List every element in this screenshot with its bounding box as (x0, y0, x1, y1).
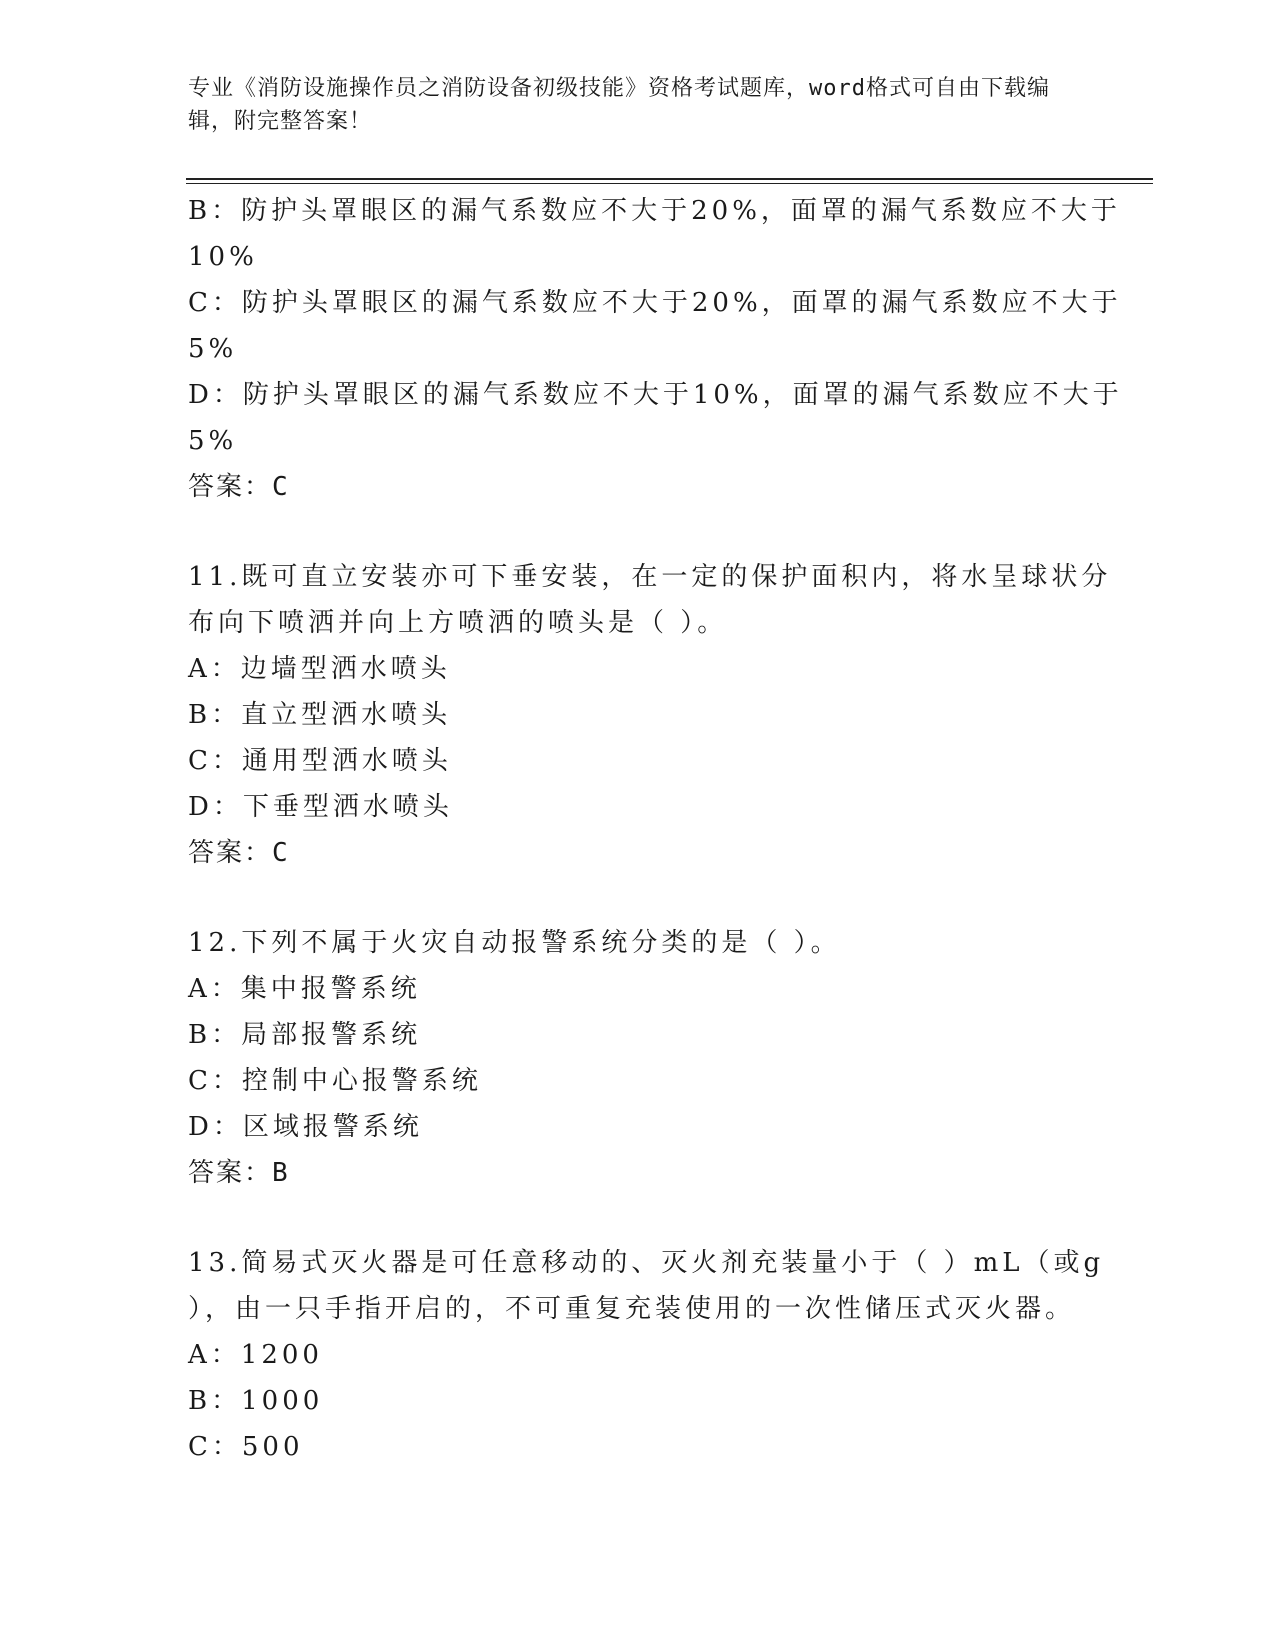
question-stem-line-1: 11.既可直立安装亦可下垂安装，在一定的保护面积内，将水呈球状分 (188, 562, 1112, 592)
option-d-line-2: 5% (188, 426, 238, 456)
question-stem-line-1: 13.简易式灭火器是可任意移动的、灭火剂充装量小于（ ）mL（或g (188, 1248, 1105, 1278)
option-b: B：1000 (188, 1386, 324, 1416)
option-d: D：区域报警系统 (188, 1112, 423, 1142)
page-header: 专业《消防设施操作员之消防设备初级技能》资格考试题库，word格式可自由下载编辑，附完整答案！ (188, 76, 1050, 134)
option-b: B：直立型洒水喷头 (188, 700, 452, 730)
option-c-line-2: 5% (188, 334, 238, 364)
question-stem-line-2: 布向下喷洒并向上方喷洒的喷头是（ ）。 (188, 608, 728, 638)
option-a: A：边墙型洒水喷头 (188, 654, 451, 684)
question-11 (188, 554, 1112, 876)
option-b-line-2: 10% (188, 242, 258, 272)
option-c: C：控制中心报警系统 (188, 1066, 482, 1096)
spacer (188, 510, 1088, 554)
option-c-line-1: C：防护头罩眼区的漏气系数应不大于20%，面罩的漏气系数应不大于 (188, 288, 1122, 318)
option-d-line-1: D：防护头罩眼区的漏气系数应不大于10%，面罩的漏气系数应不大于 (188, 380, 1123, 410)
answer-label: 答案：C (188, 472, 290, 502)
question-10 (188, 188, 1123, 510)
option-b-line-1: B：防护头罩眼区的漏气系数应不大于20%，面罩的漏气系数应不大于 (188, 196, 1121, 226)
question-list (188, 188, 1123, 1470)
question-stem-line-1: 12.下列不属于火灾自动报警系统分类的是（ ）。 (188, 928, 841, 958)
answer-label: 答案：B (188, 1158, 290, 1188)
header-divider (186, 178, 1153, 184)
spacer (188, 876, 1088, 920)
option-a: A：1200 (188, 1340, 323, 1370)
question-stem-line-2: ），由一只手指开启的，不可重复充装使用的一次性储压式灭火器。 (188, 1294, 1076, 1324)
option-c: C：通用型洒水喷头 (188, 746, 452, 776)
option-c: C：500 (188, 1432, 304, 1462)
option-a: A：集中报警系统 (188, 974, 421, 1004)
option-b: B：局部报警系统 (188, 1020, 422, 1050)
question-12 (188, 920, 1088, 1196)
spacer (188, 1196, 1088, 1240)
option-d: D：下垂型洒水喷头 (188, 792, 453, 822)
question-13 (188, 1240, 1105, 1470)
answer-label: 答案：C (188, 838, 290, 868)
